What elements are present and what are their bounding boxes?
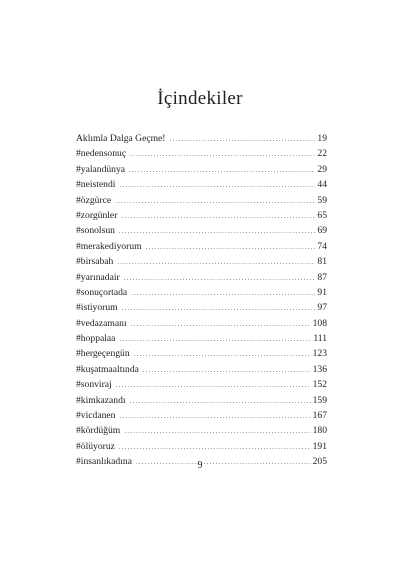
toc-entry-label: #kimkazandı [76,394,126,406]
toc-dot-leader [121,209,315,224]
toc-entry [76,377,327,392]
toc-entry-label: #yalandünya [76,163,126,175]
toc-entry [76,162,327,177]
toc-entry-label: #kuşatmaaltında [76,363,139,375]
toc-dot-leader [117,255,315,270]
toc-entry-label: #insanlıkadına [76,456,132,468]
toc-dot-leader [119,409,310,424]
toc-entry [76,285,327,300]
toc-entry [76,177,327,192]
toc-entry-label: #yarınadair [76,271,120,283]
toc-dot-leader [115,194,315,209]
toc-entry-page: 97 [317,302,327,314]
toc-entry-page: 81 [317,256,327,268]
table-of-contents [76,131,327,470]
toc-entry-page: 152 [312,379,327,391]
toc-entry-label: #sonuçortada [76,286,128,298]
toc-entry-page: 44 [317,179,327,191]
toc-entry-label: #neistendi [76,179,116,191]
toc-dot-leader [170,132,316,147]
toc-entry-page: 167 [312,410,327,422]
toc-dot-leader [119,440,311,455]
toc-entry-label: #zorgünler [76,209,118,221]
toc-entry [76,439,327,454]
toc-entry [76,131,327,146]
toc-dot-leader [119,332,311,347]
toc-dot-leader [130,394,311,409]
toc-entry-page: 111 [313,333,327,345]
toc-entry-page: 74 [317,240,327,252]
toc-entry-label: #nedensonuç [76,148,127,160]
toc-entry-page: 205 [312,456,327,468]
toc-dot-leader [146,240,316,255]
toc-entry-page: 159 [312,394,327,406]
toc-entry [76,331,327,346]
toc-entry [76,300,327,315]
toc-entry [76,270,327,285]
toc-entry [76,393,327,408]
toc-dot-leader [124,271,316,286]
toc-entry-label: #sonviraj [76,379,112,391]
toc-entry-page: 22 [317,148,327,160]
toc-entry [76,423,327,438]
toc-entry [76,408,327,423]
toc-entry-label: #sonolsun [76,225,115,237]
toc-entry-label: Aklımla Dalga Geçme! [76,133,166,144]
toc-entry [76,362,327,377]
toc-entry [76,239,327,254]
toc-entry-page: 180 [312,425,327,437]
toc-dot-leader [124,424,310,439]
toc-entry-label: #vicdanen [76,410,116,422]
toc-entry [76,208,327,223]
toc-entry [76,346,327,361]
toc-dot-leader [131,286,315,301]
toc-dot-leader [129,163,315,178]
toc-entry [76,316,327,331]
toc-entry [76,193,327,208]
page-number: 9 [197,460,203,471]
toc-dot-leader [134,347,311,362]
toc-entry-label: #merakediyorum [76,240,142,252]
toc-entry [76,146,327,161]
toc-entry-page: 69 [317,225,327,237]
page-title: İçindekiler [157,88,243,109]
toc-entry-label: #hergeçengün [76,348,130,360]
toc-entry-page: 123 [312,348,327,360]
toc-dot-leader [143,363,311,378]
toc-entry-label: #özgürce [76,194,112,206]
toc-entry-page: 65 [317,209,327,221]
toc-entry-label: #kördüğüm [76,425,121,437]
toc-entry [76,223,327,238]
toc-entry-page: 108 [312,317,327,329]
toc-entry-label: #vedazamanı [76,317,127,329]
toc-entry-page: 19 [317,133,327,144]
toc-entry-page: 191 [312,440,327,452]
toc-dot-leader [122,301,316,316]
toc-entry-page: 87 [317,271,327,283]
toc-entry-page: 59 [317,194,327,206]
toc-dot-leader [119,224,315,239]
toc-entry-label: #birsabah [76,256,114,268]
toc-entry-page: 29 [317,163,327,175]
toc-dot-leader [130,147,315,162]
toc-entry-label: #ölüyoruz [76,440,115,452]
toc-entry-label: #istiyorum [76,302,118,314]
toc-dot-leader [116,378,311,393]
toc-dot-leader [131,317,311,332]
toc-entry-label: #hoppalaa [76,333,116,345]
toc-entry-page: 136 [312,363,327,375]
toc-dot-leader [119,178,315,193]
toc-entry [76,254,327,269]
toc-entry-page: 91 [317,286,327,298]
